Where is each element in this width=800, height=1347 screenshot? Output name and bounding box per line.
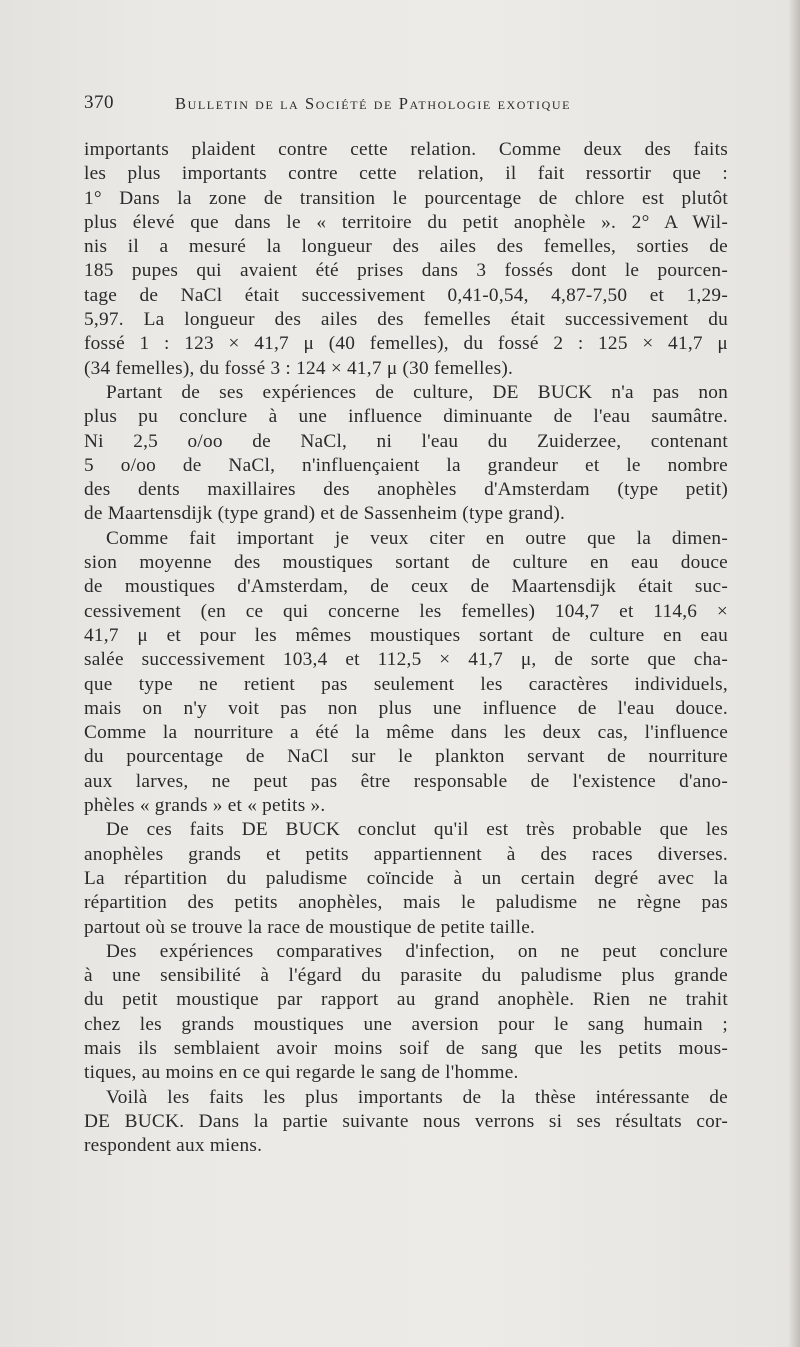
text-line: du petit moustique par rapport au grand anophèle. Rien ne trahit — [84, 989, 728, 1011]
text-line: plus pu conclure à une influence diminuante de l'eau saumâtre. — [84, 406, 728, 428]
text-line: 5 o/oo de NaCl, n'influençaient la grandeur et le nombre — [84, 454, 728, 476]
text-line: fossé 1 : 123 × 41,7 μ (40 femelles), du fossé 2 : 125 × 41,7 μ — [84, 333, 728, 355]
text-line: nis il a mesuré la longueur des ailes des femelles, sorties de — [84, 236, 728, 258]
text-line: tiques, au moins en ce qui regarde le sang de l'homme. — [84, 1062, 519, 1084]
text-line: salée successivement 103,4 et 112,5 × 41,7 μ, de sorte que cha- — [84, 649, 728, 671]
text-line: 1° Dans la zone de transition le pourcentage de chlore est plutôt — [84, 187, 728, 209]
text-line: DE BUCK. Dans la partie suivante nous verrons si ses résultats cor- — [84, 1110, 728, 1132]
text-line: Comme fait important je veux citer en outre que la dimen- — [106, 527, 728, 549]
text-line: Voilà les faits les plus importants de la thèse intéressante de — [106, 1086, 728, 1108]
body-text — [84, 138, 728, 1158]
text-line: cessivement (en ce qui concerne les femelles) 104,7 et 114,6 × — [84, 600, 728, 622]
text-line: les plus importants contre cette relation, il fait ressortir que : — [84, 163, 728, 185]
text-line: 41,7 μ et pour les mêmes moustiques sortant de culture en eau — [84, 624, 728, 646]
text-line: Partant de ses expériences de culture, DE BUCK n'a pas non — [106, 381, 728, 403]
text-line: tage de NaCl était successivement 0,41-0,54, 4,87-7,50 et 1,29- — [84, 284, 728, 306]
text-line: importants plaident contre cette relation. Comme deux des faits — [84, 139, 728, 160]
text-line: Ni 2,5 o/oo de NaCl, ni l'eau du Zuiderzee, contenant — [84, 430, 728, 452]
text-line: La répartition du paludisme coïncide à un certain degré avec la — [84, 867, 728, 889]
text-line: phèles « grands » et « petits ». — [84, 795, 326, 817]
text-line: répartition des petits anophèles, mais le paludisme ne règne pas — [84, 892, 728, 914]
page-header — [84, 92, 729, 122]
text-line: 185 pupes qui avaient été prises dans 3 fossés dont le pourcen- — [84, 260, 728, 282]
text-line: 5,97. La longueur des ailes des femelles était successivement du — [84, 309, 728, 331]
text-line: du pourcentage de NaCl sur le plankton servant de nourriture — [84, 746, 728, 768]
text-line: Comme la nourriture a été la même dans les deux cas, l'influence — [84, 722, 728, 744]
text-line: aux larves, ne peut pas être responsable de l'existence d'ano- — [84, 770, 728, 792]
text-line: respondent aux miens. — [84, 1135, 263, 1157]
text-line: sion moyenne des moustiques sortant de culture en eau douce — [84, 552, 728, 574]
text-line: anophèles grands et petits appartiennent à des races diverses. — [84, 843, 728, 865]
text-line: à une sensibilité à l'égard du parasite du paludisme plus grande — [84, 965, 728, 987]
text-line: partout où se trouve la race de moustique de petite taille. — [84, 916, 536, 938]
text-line: De ces faits DE BUCK conclut qu'il est très probable que les — [106, 819, 728, 841]
running-title: Bulletin de la Société de Pathologie exotique — [175, 94, 572, 113]
page-edge-shadow — [788, 0, 800, 1347]
text-line: de Maartensdijk (type grand) et de Sassenheim (type grand). — [84, 503, 566, 525]
text-line: plus élevé que dans le « territoire du petit anophèle ». 2° A Wil- — [84, 211, 728, 233]
text-line: des dents maxillaires des anophèles d'Amsterdam (type petit) — [84, 479, 728, 501]
text-line: (34 femelles), du fossé 3 : 124 × 41,7 μ (30 femelles). — [84, 357, 514, 379]
page-number: 370 — [84, 92, 114, 113]
text-line: mais ils semblaient avoir moins soif de sang que les petits mous- — [84, 1037, 728, 1059]
text-line: mais on n'y voit pas non plus une influence de l'eau douce. — [84, 697, 728, 719]
text-line: que type ne retient pas seulement les caractères individuels, — [84, 673, 728, 695]
text-line: Des expériences comparatives d'infection, on ne peut conclure — [106, 940, 728, 962]
text-line: chez les grands moustiques une aversion pour le sang humain ; — [84, 1013, 728, 1035]
text-line: de moustiques d'Amsterdam, de ceux de Maartensdijk était suc- — [84, 576, 728, 598]
